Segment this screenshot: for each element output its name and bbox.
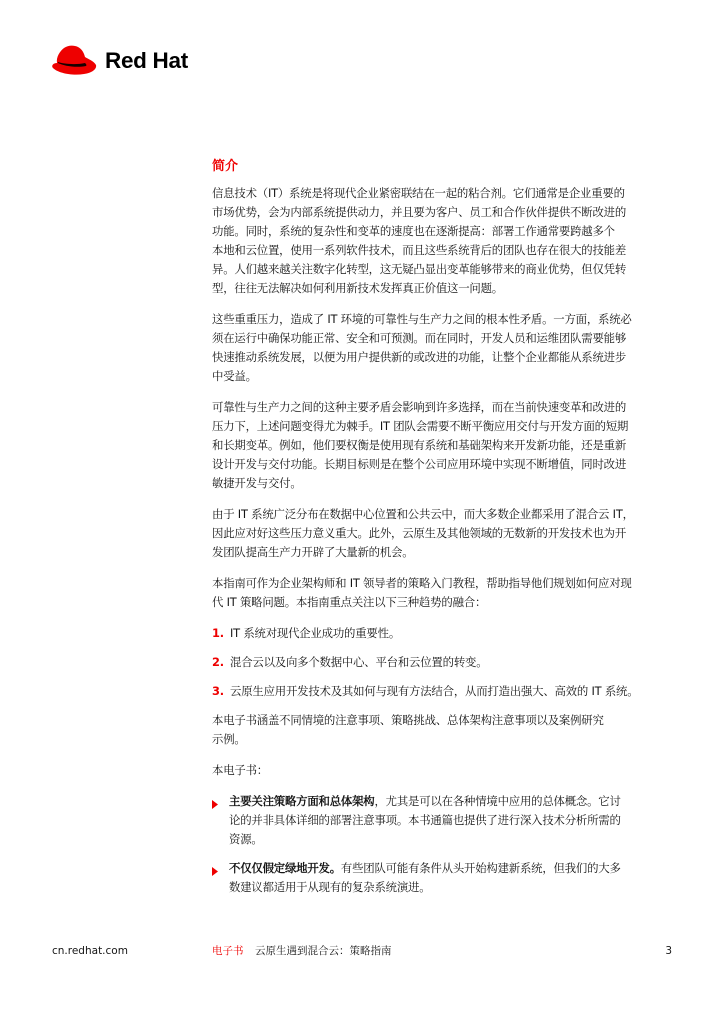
list-item <box>212 859 672 897</box>
text-line: 压力下，上述问题变得尤为棘手。IT 团队会需要不断平衡应用交付与开发方面的短期 <box>212 419 629 433</box>
text-line: 这些重重压力，造成了 IT 环境的可靠性与生产力之间的根本性矛盾。一方面，系统必 <box>212 312 632 326</box>
text-line: 本地和云位置，使用一系列软件技术，而且这些系统背后的团队也存在很大的技能差 <box>212 243 627 257</box>
text-line: 可靠性与生产力之间的这种主要矛盾会影响到许多选择，而在当前快速变革和改进的 <box>212 400 627 414</box>
text-line: 型，往往无法解决如何利用新技术发挥真正价值这一问题。 <box>212 281 503 295</box>
text-line: 设计开发与交付功能。长期目标则是在整个公司应用环境中实现不断增值，同时改进 <box>212 457 627 471</box>
text-line: 论的并非具体详细的部署注意事项。本书通篇也提供了进行深入技术分析所需的 <box>229 813 621 827</box>
paragraph <box>212 711 672 749</box>
list-item-text: 混合云以及向多个数据中心、平台和云位置的转变。 <box>230 655 488 669</box>
paragraph <box>212 761 672 780</box>
list-number: 1. <box>212 626 224 640</box>
text-line: 由于 IT 系统广泛分布在数据中心位置和公共云中，而大多数企业都采用了混合云 IT， <box>212 507 634 521</box>
list-item <box>212 682 672 701</box>
text-line: 本电子书： <box>212 763 268 777</box>
bullet-list <box>212 792 672 897</box>
text-line: 须在运行中确保功能正常、安全和可预测。而在同时，开发人员和运维团队需要能够 <box>212 331 627 345</box>
red-hat-fedora-icon <box>50 43 98 79</box>
text-line: 敏捷开发与交付。 <box>212 476 302 490</box>
footer-site-link[interactable]: cn.redhat.com <box>52 945 128 957</box>
bullet-emphasis: 不仅仅假定绿地开发。 <box>229 861 341 875</box>
list-number: 2. <box>212 655 224 669</box>
bullet-emphasis: 主要关注策略方面和总体架构 <box>229 794 375 808</box>
list-item-text: 云原生应用开发技术及其如何与现有方法结合，从而打造出强大、高效的 IT 系统。 <box>230 684 639 698</box>
main-content <box>212 157 672 907</box>
text-line: 信息技术（IT）系统是将现代企业紧密联结在一起的粘合剂。它们通常是企业重要的 <box>212 186 625 200</box>
list-item <box>212 653 672 672</box>
brand-name: Red Hat <box>105 48 188 73</box>
list-item <box>212 624 672 643</box>
text-line: 因此应对好这些压力意义重大。此外，云原生及其他领域的无数新的开发技术也为开 <box>212 526 627 540</box>
text-line: 中受益。 <box>212 369 257 383</box>
page-number: 3 <box>665 945 672 957</box>
text-line: 本指南可作为企业架构师和 IT 领导者的策略入门教程，帮助指导他们规划如何应对现 <box>212 576 632 590</box>
text-line: 资源。 <box>229 832 263 846</box>
triangle-bullet-icon <box>212 792 229 849</box>
paragraph <box>212 310 672 386</box>
text-line: 示例。 <box>212 732 246 746</box>
paragraph <box>212 505 672 562</box>
text-line: 本电子书涵盖不同情境的注意事项、策略挑战、总体架构注意事项以及案例研究 <box>212 713 604 727</box>
text-line: 代 IT 策略问题。本指南重点关注以下三种趋势的融合： <box>212 595 487 609</box>
list-item-text: IT 系统对现代企业成功的重要性。 <box>230 626 401 640</box>
triangle-bullet-icon <box>212 859 229 897</box>
paragraph <box>212 574 672 612</box>
paragraph <box>212 184 672 298</box>
list-item <box>212 792 672 849</box>
numbered-list <box>212 624 672 701</box>
text-line: 异。人们越来越关注数字化转型，这无疑凸显出变革能够带来的商业优势，但仅凭转 <box>212 262 627 276</box>
text-line: ，尤其是可以在各种情境中应用的总体概念。它讨 <box>374 794 621 808</box>
text-line: 发团队提高生产力开辟了大量新的机会。 <box>212 545 414 559</box>
text-line: 功能。同时，系统的复杂性和变革的速度也在逐渐提高：部署工作通常要跨越多个 <box>212 224 615 238</box>
text-line: 数建议都适用于从现有的复杂系统演进。 <box>229 880 431 894</box>
list-number: 3. <box>212 684 224 698</box>
footer-doc-type: 电子书 <box>212 945 244 957</box>
paragraph <box>212 398 672 493</box>
footer-doc-title: 云原生遇到混合云：策略指南 <box>255 945 392 957</box>
red-hat-logo[interactable] <box>50 42 188 80</box>
text-line: 和长期变革。例如，他们要权衡是使用现有系统和基础架构来开发新功能，还是重新 <box>212 438 627 452</box>
text-line: 快速推动系统发展，以便为用户提供新的或改进的功能，让整个企业都能从系统进步 <box>212 350 627 364</box>
text-line: 市场优势，会为内部系统提供动力，并且要为客户、员工和合作伙伴提供不断改进的 <box>212 205 627 219</box>
section-title: 简介 <box>212 159 239 174</box>
text-line: 有些团队可能有条件从头开始构建新系统，但我们的大多 <box>340 861 621 875</box>
